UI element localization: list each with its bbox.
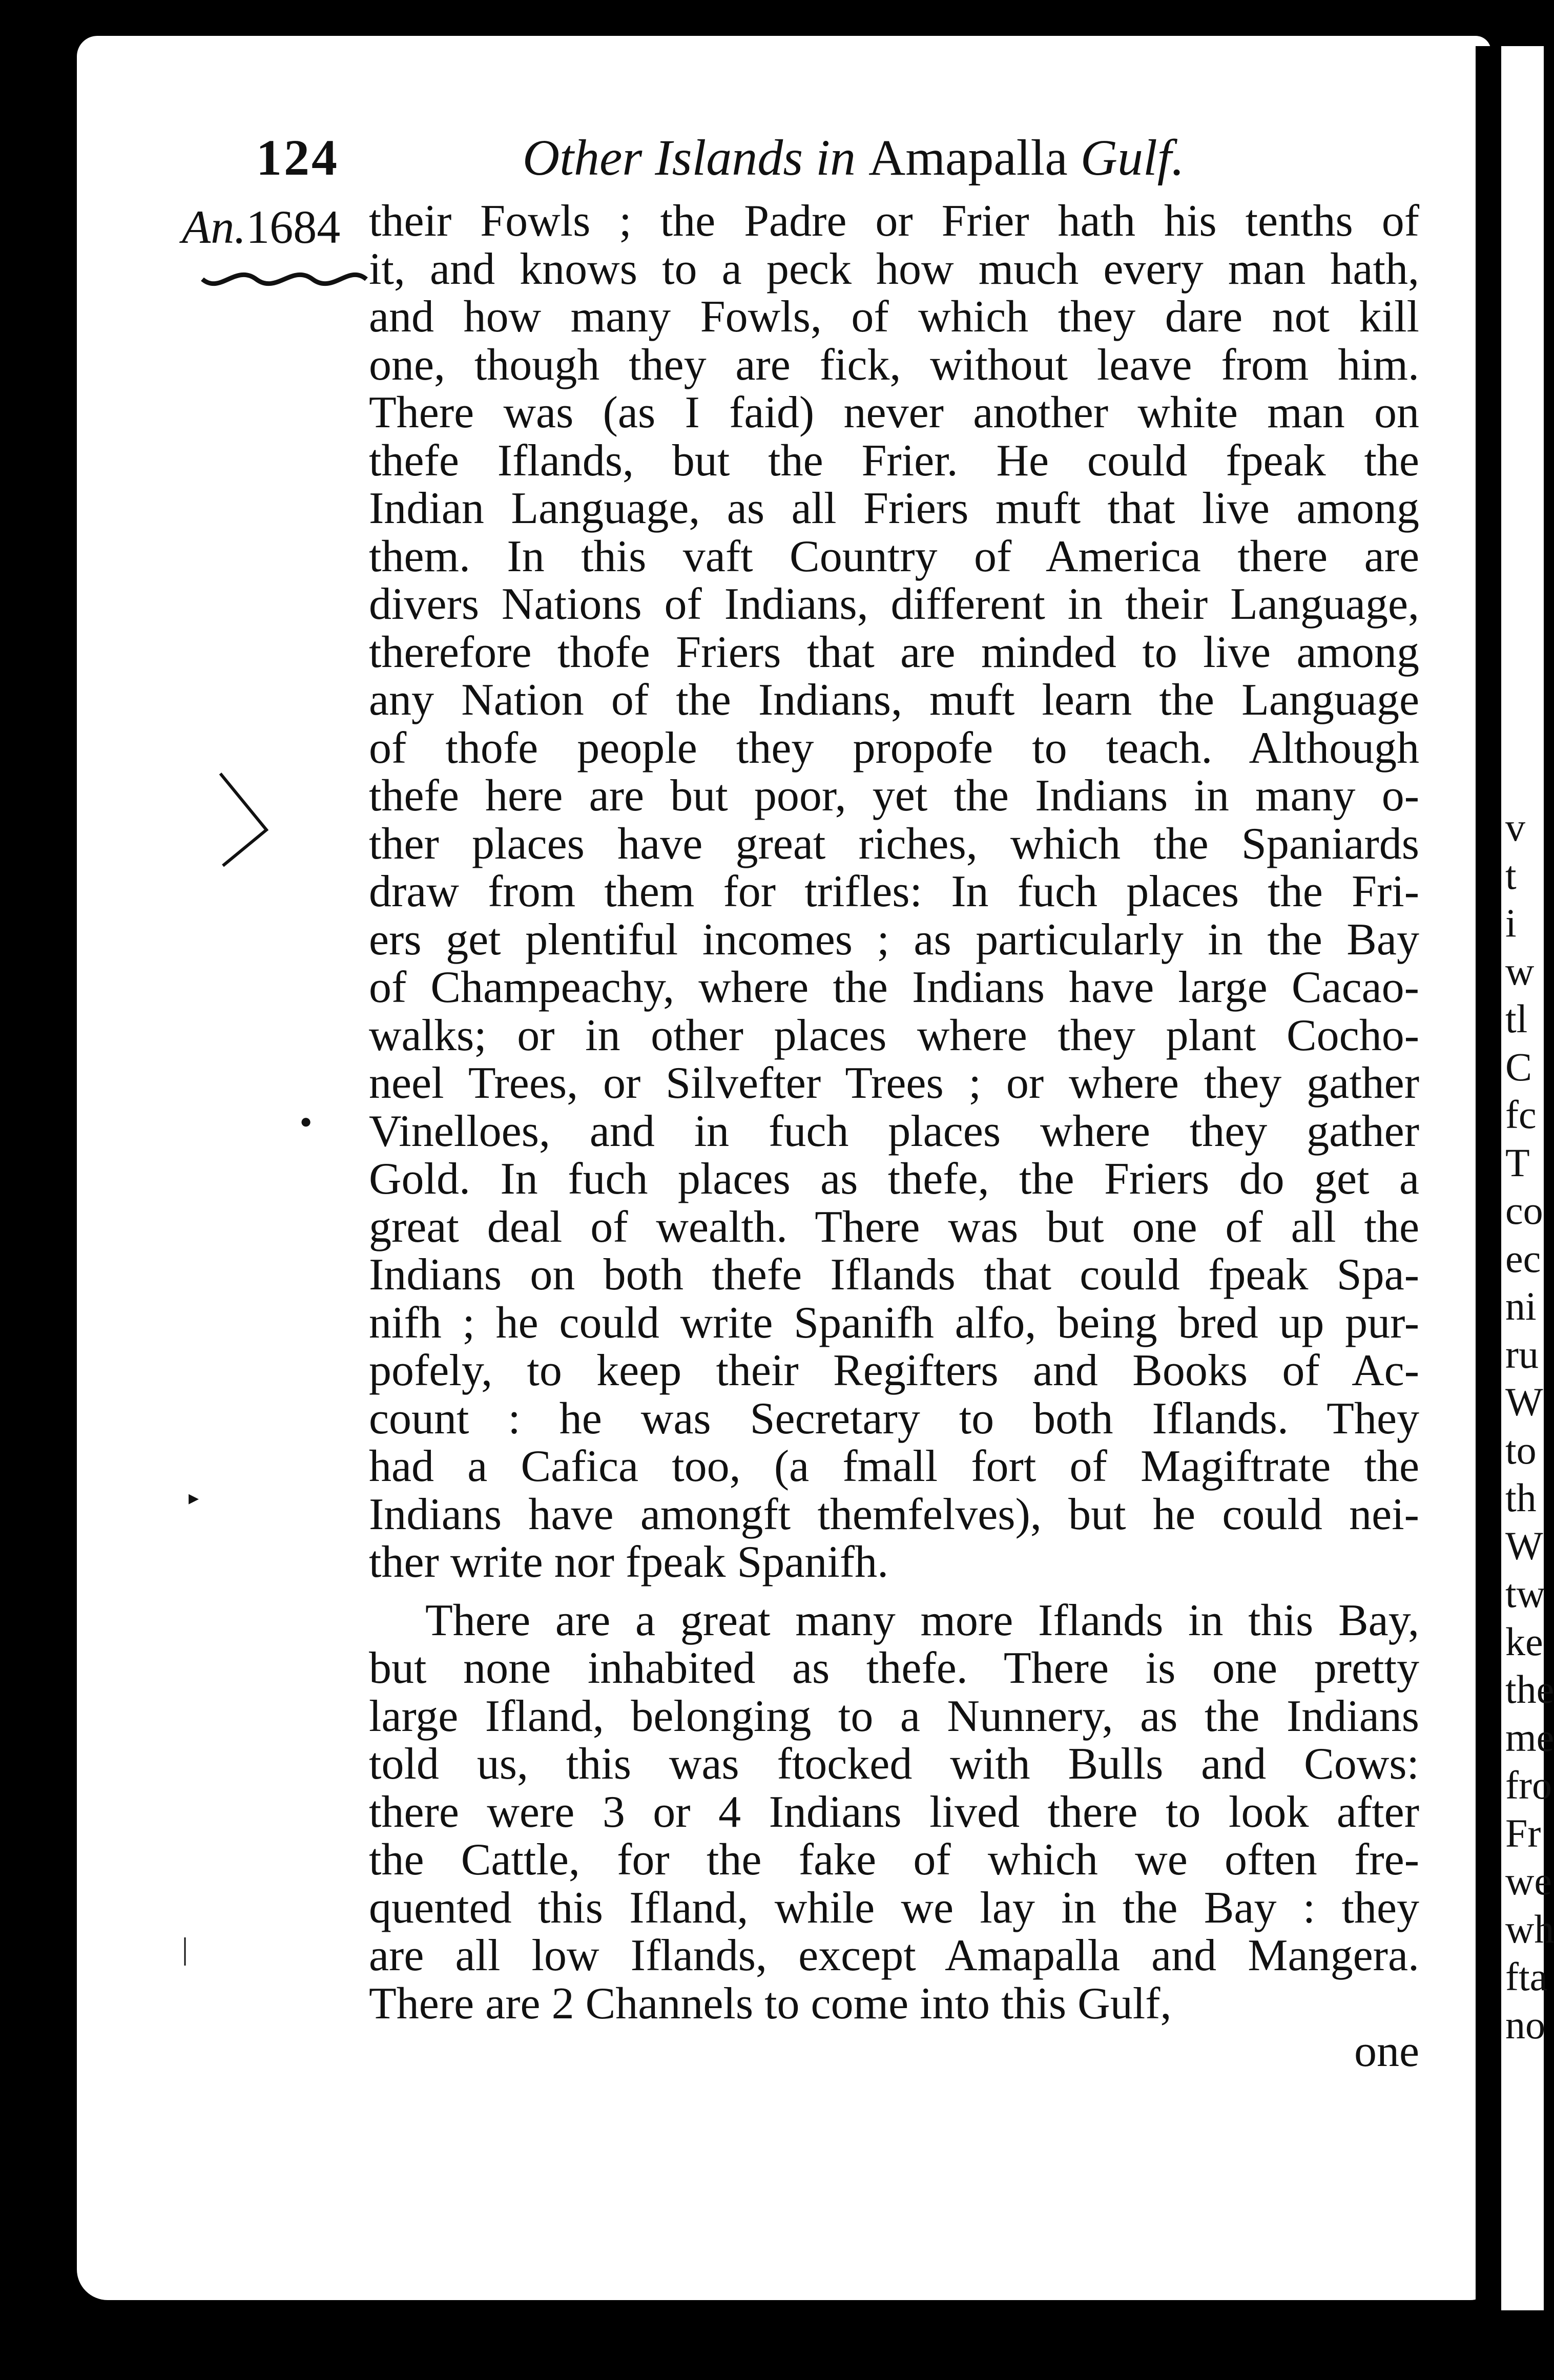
adjacent-page-fragment: Fr: [1505, 1810, 1541, 1855]
page-number: 124: [256, 129, 339, 186]
text-line: neel Trees, or Silvefter Trees ; or where they gather: [369, 1058, 1419, 1108]
adjacent-page-fragment: ru: [1505, 1331, 1539, 1376]
text-line: divers Nations of Indians, different in their Language,: [369, 579, 1419, 629]
adjacent-page-fragment: W: [1505, 1380, 1543, 1424]
title-roman: Amapalla: [868, 129, 1081, 186]
text-line: them. In this vaft Country of America there are: [369, 531, 1419, 581]
text-line: Indians have amongft themfelves), but he could nei-: [369, 1489, 1419, 1539]
adjacent-page-fragment: C: [1505, 1044, 1532, 1089]
page-body-text: [369, 197, 1419, 2076]
text-line: their Fowls ; the Padre or Frier hath his tenths of: [369, 196, 1419, 246]
adjacent-page-fragment: th: [1505, 1475, 1537, 1520]
text-line: therefore thofe Friers that are minded to live among: [369, 627, 1419, 677]
text-line: There was (as I faid) never another white man on: [369, 388, 1419, 437]
adjacent-page-fragment: ni: [1505, 1284, 1537, 1328]
margin-tick: |: [182, 1932, 189, 1966]
paragraph-gap: [369, 1586, 1419, 1597]
adjacent-page-fragment: no: [1505, 2002, 1545, 2047]
text-line: great deal of wealth. There was but one of all the: [369, 1202, 1419, 1252]
text-line: Vinelloes, and in fuch places where they gather: [369, 1106, 1419, 1156]
adjacent-page-fragment: we: [1505, 1859, 1552, 1903]
margin-dot: ●: [300, 1110, 313, 1133]
text-line: ther write nor fpeak Spanifh.: [369, 1537, 889, 1587]
printer-ornament: [200, 264, 369, 295]
text-line: any Nation of the Indians, muft learn the Language: [369, 675, 1419, 725]
year-prefix: An.: [182, 201, 246, 253]
adjacent-page-fragment: ke: [1505, 1619, 1543, 1664]
text-line: ther places have great riches, which the Spaniards: [369, 819, 1419, 869]
text-line: There are a great many more Iflands in this Bay,: [425, 1595, 1419, 1645]
adjacent-page-fragment: ec: [1505, 1236, 1541, 1281]
adjacent-page-fragment: w: [1505, 948, 1535, 993]
adjacent-page-fragment: tl: [1505, 996, 1528, 1041]
text-line: had a Cafica too, (a fmall fort of Magiftrate the: [369, 1442, 1419, 1491]
adjacent-page-fragment: co: [1505, 1188, 1543, 1233]
text-line: pofely, to keep their Regifters and Books of Ac-: [369, 1346, 1419, 1395]
text-line: count : he was Secretary to both Iflands. They: [369, 1393, 1419, 1444]
adjacent-page-fragment: wh: [1505, 1906, 1554, 1951]
text-line: are all low Iflands, except Amapalla and Mangera.: [369, 1931, 1419, 1980]
title-italic-end: Gulf.: [1080, 129, 1185, 186]
adjacent-page-fragment: tw: [1505, 1571, 1545, 1616]
text-line: There are 2 Channels to come into this Gulf,: [369, 1978, 1172, 2029]
adjacent-page-fragment: t: [1505, 852, 1517, 897]
adjacent-page-fragment: v: [1505, 805, 1525, 849]
adjacent-page-fragment: fta: [1505, 1954, 1548, 1999]
adjacent-page-fragment: i: [1505, 901, 1517, 945]
text-line: large Ifland, belonging to a Nunnery, as the Indians: [369, 1691, 1419, 1741]
text-line: told us, this was ftocked with Bulls and Cows:: [369, 1739, 1419, 1789]
adjacent-page-fragment: T: [1505, 1140, 1530, 1185]
text-line: Gold. In fuch places as thefe, the Friers do get a: [369, 1154, 1419, 1204]
catchword: one: [1354, 2027, 1419, 2076]
text-line: thefe Iflands, but the Frier. He could fpeak the: [369, 435, 1419, 486]
running-title: [523, 128, 1185, 187]
text-line: but none inhabited as thefe. There is one pretty: [369, 1643, 1419, 1693]
margin-bracket-mark: [215, 768, 277, 881]
text-line: thefe here are but poor, yet the Indians in many o-: [369, 771, 1419, 821]
adjacent-page-fragment: W: [1505, 1523, 1543, 1568]
text-line: draw from them for trifles: In fuch places the Fri-: [369, 867, 1419, 916]
text-line: one, though they are fick, without leave from him.: [369, 340, 1419, 390]
text-line: nifh ; he could write Spanifh alfo, being bred up pur-: [369, 1298, 1419, 1348]
text-line: Indian Language, as all Friers muft that live among: [369, 484, 1419, 533]
text-line: of thofe people they propofe to teach. Although: [369, 723, 1419, 773]
adjacent-page-fragment: the: [1505, 1667, 1554, 1711]
text-line: the Cattle, for the fake of which we often fre-: [369, 1835, 1419, 1885]
text-line: quented this Ifland, while we lay in the Bay : they: [369, 1883, 1419, 1933]
adjacent-page-fragment: fc: [1505, 1092, 1537, 1137]
text-line: it, and knows to a peck how much every man hath,: [369, 244, 1419, 294]
text-line: there were 3 or 4 Indians lived there to look after: [369, 1787, 1419, 1837]
margin-dot: ▸: [189, 1486, 199, 1509]
text-line: of Champeachy, where the Indians have large Cacao-: [369, 963, 1419, 1012]
year-value: 1684: [246, 201, 341, 253]
adjacent-page-fragment: to: [1505, 1427, 1537, 1472]
adjacent-page-fragment: me: [1505, 1715, 1554, 1760]
text-line: walks; or in other places where they plant Cocho-: [369, 1010, 1419, 1060]
text-line: ers get plentiful incomes ; as particularly in the Bay: [369, 914, 1419, 965]
text-line: and how many Fowls, of which they dare not kill: [369, 292, 1419, 342]
margin-year-note: [182, 200, 340, 254]
adjacent-page-fragment: fro: [1505, 1763, 1552, 1807]
text-line: Indians on both thefe Iflands that could fpeak Spa-: [369, 1250, 1419, 1300]
title-italic: Other Islands in: [523, 129, 868, 186]
